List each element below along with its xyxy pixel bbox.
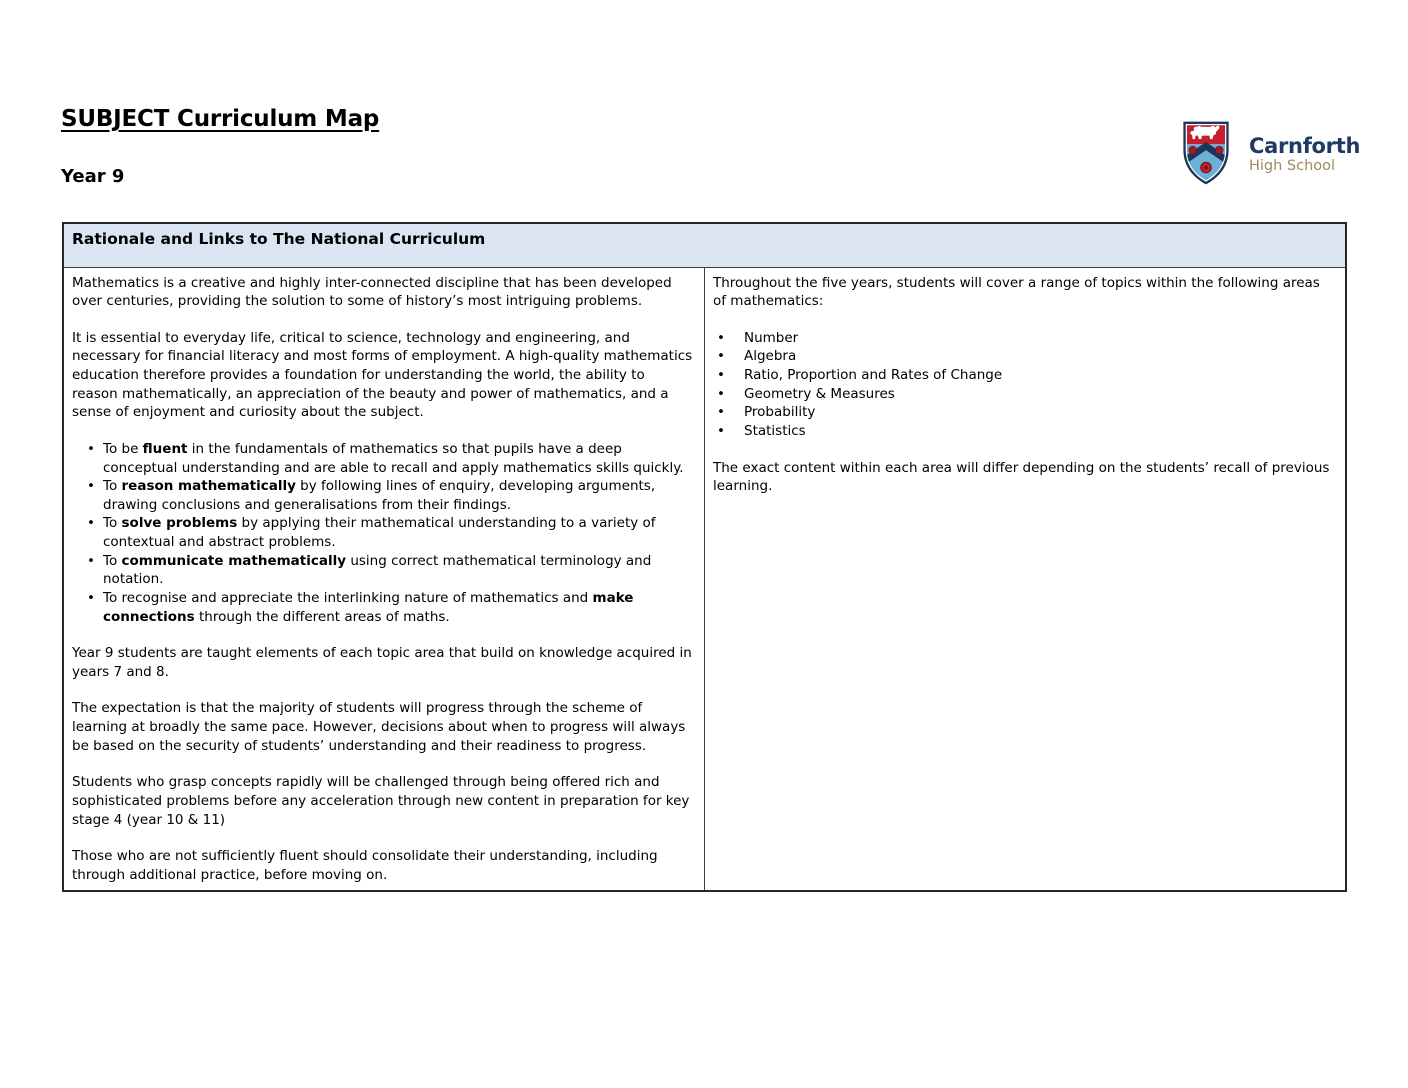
table-body-row [63,267,1346,891]
topic-label: Ratio, Proportion and Rates of Change [744,367,1003,383]
bullet-dot-icon [717,385,744,404]
paragraph-consolidate: Those who are not sufficiently fluent should consolidate their understanding, including through additional practice, before moving on. [72,848,658,883]
topic-label: Algebra [744,348,797,365]
bullet-dot-icon [87,514,103,551]
page-subtitle: Year 9 [61,166,125,187]
bullet-bold: reason mathematically [121,478,296,495]
bullet-item [72,514,694,551]
bullet-text: using correct mathematical terminology and notation. [103,552,652,588]
paragraph-intro: Mathematics is a creative and highly inter-connected discipline that has been developed over centuries, providing the solution to some of history’s most intriguing problems. [72,274,672,310]
topic-item [713,403,1335,422]
bullet-dot-icon [717,403,744,422]
school-logo [1177,111,1360,195]
bullet-item [72,477,694,514]
rationale-cell [63,267,705,891]
bullet-text: To [103,552,122,569]
school-logo-text [1249,135,1360,175]
topic-item [713,385,1335,404]
topic-label: Geometry & Measures [744,385,895,402]
school-name: Carnforth [1249,134,1361,158]
bullet-item [72,589,694,626]
topic-item [713,366,1335,385]
bullet-text: To [103,478,122,495]
bullet-dot-icon [717,329,744,348]
topic-item [713,347,1335,366]
topic-item [713,422,1335,441]
topic-label: Probability [744,404,816,421]
page-title: SUBJECT Curriculum Map [61,106,380,132]
bullet-dot-icon [87,477,103,514]
bullet-item [72,440,694,477]
bullet-item [72,552,694,589]
topic-label: Number [744,329,799,346]
bullet-text: in the fundamentals of mathematics so that pupils have a deep conceptual understanding and are able to recall and apply mathematics skills quickly. [103,440,684,476]
rationale-table [62,222,1347,892]
paragraph-year9: Year 9 students are taught elements of each topic area that build on knowledge acquired in years 7 and 8. [72,645,692,680]
table-header-row [63,223,1346,267]
paragraph-topics-intro: Throughout the five years, students will cover a range of topics within the following areas of mathematics: [713,274,1320,310]
aims-bullet-list [72,440,694,626]
topics-bullet-list [713,329,1335,441]
bullet-dot-icon [87,552,103,589]
bullet-dot-icon [717,347,744,366]
bullet-text: To be [103,440,143,457]
school-crest-shield-icon [1177,111,1235,195]
paragraph-expectation: The expectation is that the majority of students will progress through the scheme of learning at broadly the same pace. However, decisions about when to progress will always be based on the security of students’ understanding and their readiness to progress. [72,700,686,754]
paragraph-essential: It is essential to everyday life, critical to science, technology and engineering, and necessary for financial literacy and most forms of employment. A high-quality mathematics education therefore provides a foundation for understanding the world, the ability to reason mathematically, an appreciation of the beauty and power of mathematics, and a sense of enjoyment and curiosity about the subject. [72,329,693,421]
bullet-dot-icon [87,440,103,477]
bullet-bold: solve problems [121,515,238,532]
paragraph-challenge: Students who grasp concepts rapidly will be challenged through being offered rich and sophisticated problems before any acceleration through new content in preparation for key stage 4 (year 10 & 11) [72,774,690,828]
bullet-bold: communicate mathematically [121,552,347,569]
topic-item [713,329,1335,348]
bullet-bold: fluent [142,440,188,457]
bullet-text: through the different areas of maths. [194,608,450,625]
bullet-text: To [103,515,122,532]
bullet-dot-icon [717,366,744,385]
overview-cell [705,267,1347,891]
bullet-text: by following lines of enquiry, developing arguments, drawing conclusions and generalisations from their findings. [103,478,656,513]
bullet-dot-icon [87,589,103,626]
bullet-text: To recognise and appreciate the interlinking nature of mathematics and [103,589,593,606]
table-header-cell: Rationale and Links to The National Curriculum [63,223,1346,267]
school-type: High School [1249,158,1336,175]
bullet-dot-icon [717,422,744,441]
bullet-bold: make connections [103,589,634,625]
paragraph-topics-outro: The exact content within each area will differ depending on the students’ recall of previous learning. [713,459,1330,495]
topic-label: Statistics [744,422,806,439]
bullet-text: by applying their mathematical understanding to a variety of contextual and abstract problems. [103,515,656,550]
